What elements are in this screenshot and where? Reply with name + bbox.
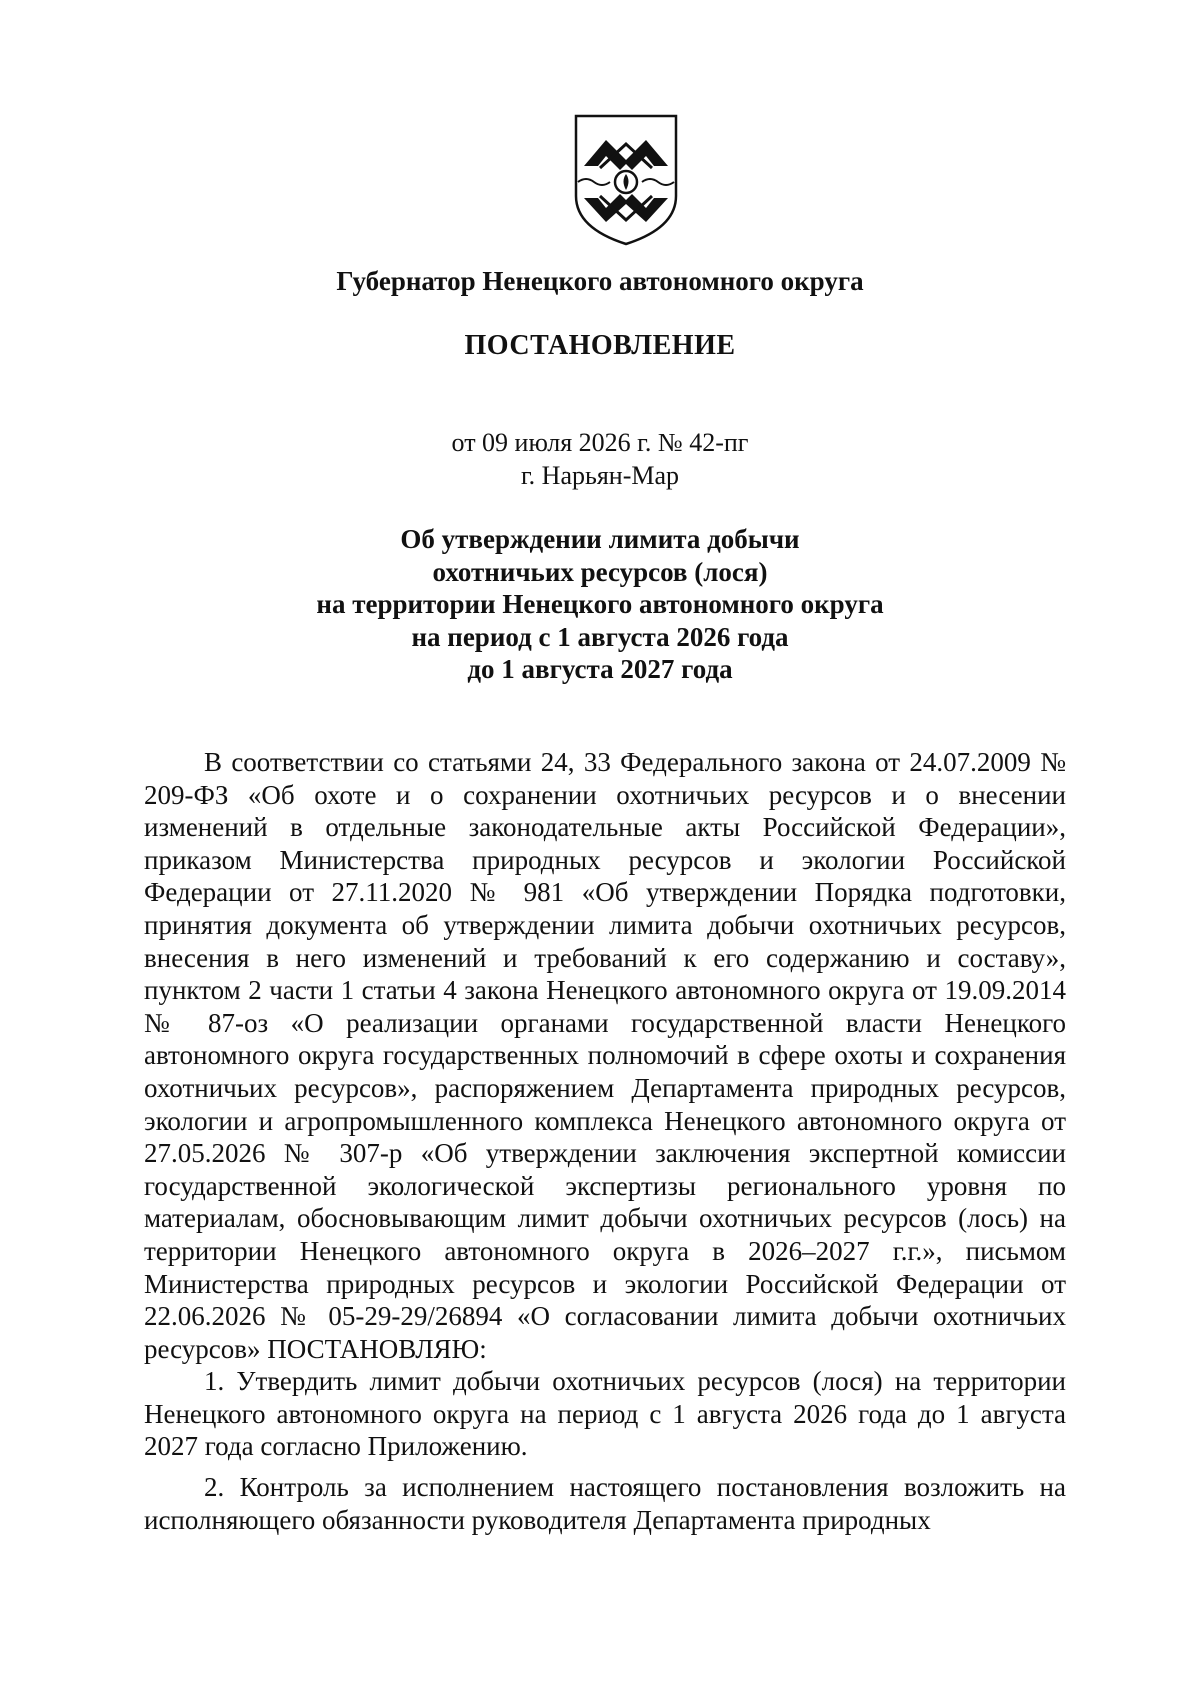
title-line: на территории Ненецкого автономного округа	[316, 589, 884, 619]
date-and-number: от 09 июля 2026 г. № 42-пг	[451, 428, 749, 457]
title-line: охотничьих ресурсов (лося)	[432, 556, 768, 587]
issuing-authority: Губернатор Ненецкого автономного округа	[336, 266, 864, 296]
item-1-paragraph: 1. Утвердить лимит добычи охотничьих ресурсов (лося) на территории Ненецкого автономного округа на период с 1 августа 2026 года до 1 августа 2027 года согласно Приложению.	[144, 1366, 1066, 1462]
title-line: до 1 августа 2027 года	[467, 654, 733, 684]
title-line: Об утверждении лимита добычи	[400, 524, 800, 554]
item-2-paragraph: 2. Контроль за исполнением настоящего постановления возложить на исполняющего обязанности руководителя Департамента природных	[144, 1472, 1066, 1535]
document-title	[0, 523, 1200, 686]
coat-of-arms-emblem	[570, 110, 682, 248]
city: г. Нарьян-Мар	[520, 461, 680, 490]
preamble-paragraph: В соответствии со статьями 24, 33 Федерального закона от 24.07.2009 № 209-ФЗ «Об охоте и о сохранении охотничьих ресурсов и о внесении изменений в отдельные законодательные акты Российской Федерации», приказом Министерства природных ресурсов и экологии Российской Федерации от 27.11.2020 № 981 «Об утверждении Порядка подготовки, принятия документа об утверждении лимита добычи охотничьих ресурсов, внесения в него изменений и требований к его содержанию и составу», пунктом 2 части 1 статьи 4 закона Ненецкого автономного округа от 19.09.2014 № 87-оз «О реализации органами государственной власти Ненецкого автономного округа государственных полномочий в сфере охоты и сохранения охотничьих ресурсов», распоряжением Департамента природных ресурсов, экологии и агропромышленного комплекса Ненецкого автономного округа от 27.05.2026 № 307-р «Об утверждении заключения экспертной комиссии государственной экологической экспертизы регионального уровня по материалам, обосновывающим лимит добычи охотничьих ресурсов (лось) на территории Ненецкого автономного округа в 2026–2027 г.г.», письмом Министерства природных ресурсов и экологии Российской Федерации от 22.06.2026 № 05-29-29/26894 «О согласовании лимита добычи охотничьих ресурсов» ПОСТАНОВЛЯЮ:	[144, 747, 1066, 1364]
document-type: ПОСТАНОВЛЕНИЕ	[464, 330, 736, 361]
document-body	[144, 746, 1066, 1536]
title-line: на период с 1 августа 2026 года	[411, 621, 789, 652]
